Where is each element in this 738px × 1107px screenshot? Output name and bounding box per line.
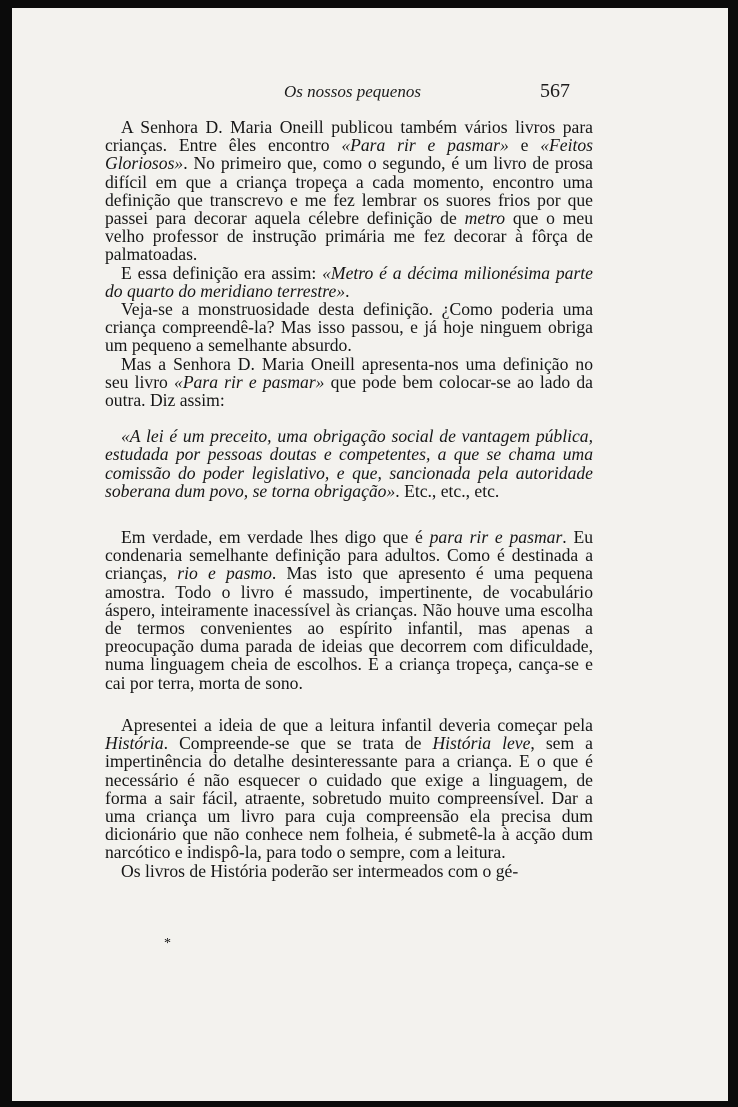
paragraph [105, 716, 593, 862]
italic-text: «Feitos Gloriosos» [105, 135, 593, 174]
italic-text: para rir e pasmar [429, 527, 563, 548]
text-run: E essa definição era assim: [121, 262, 323, 283]
page-number: 567 [540, 80, 570, 102]
paragraph [105, 300, 593, 355]
italic-text: «A lei é um preceito, uma obrigação social de vantagem pública, estudada por pessoas doutas e competentes, a que se chama uma comissão do poder legislativo, e que, sancionada pela autoridade soberana dum povo, se torna obrigação» [105, 426, 593, 501]
text-run: e [508, 135, 541, 156]
text-run: . Compreende-se que se trata de [163, 733, 433, 754]
text-run: A Senhora D. Maria Oneill publicou também vários livros para crianças. Entre êles encontro [105, 117, 593, 156]
text-run: Veja-se a monstruosidade desta definição. ¿Como poderia uma criança compreendê-la? Mas isso passou, e já hoje ninguem obriga um pequeno a semelhante absurdo. [105, 299, 593, 356]
italic-text: «Para rir e pasmar» [174, 371, 325, 392]
italic-text: metro [464, 208, 506, 229]
running-title: Os nossos pequenos [284, 82, 421, 101]
paragraph [105, 528, 593, 692]
signature-mark: * [164, 936, 171, 951]
paragraph [105, 862, 593, 880]
paragraph [105, 427, 593, 500]
text-run: que pode bem colocar-se ao lado da outra. Diz assim: [105, 371, 593, 411]
text-run: que o meu velho professor de instrução primária me fez decorar à fôrça de palmatoadas. [105, 208, 594, 265]
text-run: . Eu condenaria semelhante definição para adultos. Como é destinada a crianças, [105, 527, 593, 584]
italic-text: «Metro é a décima milionésima parte do quarto do meridiano terrestre» [105, 262, 593, 301]
paragraph [105, 355, 593, 410]
italic-text: História leve [432, 733, 531, 754]
italic-text: rio e pasmo [177, 563, 272, 584]
text-run: Os livros de História poderão ser intermeados com o gé- [121, 860, 519, 881]
text-run: . Etc., etc., etc. [395, 480, 500, 501]
text-run: Em verdade, em verdade lhes digo que é [121, 527, 430, 548]
page-header [12, 78, 728, 108]
book-page [12, 8, 728, 1101]
text-run: , sem a impertinência do detalhe desinteressante para a criança. E o que é necessário é não esquecer o cuidado que exige a linguagem, de forma a sair fácil, atraente, sobretudo muito compreensível. Dar a uma criança um livro para cuja compreensão ela precisa dum dicionário que não conhece nem folheia, é submetê-la à acção dum narcótico e indispô-la, para todo o sempre, com a leitura. [105, 733, 593, 863]
paragraph [105, 118, 593, 264]
text-run: . [345, 280, 350, 301]
paragraph [105, 264, 593, 300]
italic-text: «Para rir e pasmar» [341, 135, 509, 156]
italic-text: História [105, 733, 164, 754]
text-run: . Mas isto que apresento é uma pequena amostra. Todo o livro é massudo, impertinente, de vocabulário áspero, inteiramente inacessível às crianças. Não houve uma escolha de termos convenientes ao espírito infantil, mas apenas a preocupação duma parada de ideias que decorrem com dificuldade, numa linguagem cheia de escolhos. E a criança tropeça, cança-se e cai por terra, morta de sono. [105, 563, 593, 693]
text-run: . No primeiro que, como o segundo, é um livro de prosa difícil em que a criança tropeça a cada momento, encontro uma definição que transcrevo e me fez lembrar os suores frios por que passei para decorar aquela célebre definição de [105, 153, 593, 229]
text-run: Mas a Senhora D. Maria Oneill apresenta-nos uma definição no seu livro [105, 353, 593, 392]
body-text [105, 118, 593, 880]
text-run: Apresentei a ideia de que a leitura infantil deveria começar pela [121, 714, 593, 735]
